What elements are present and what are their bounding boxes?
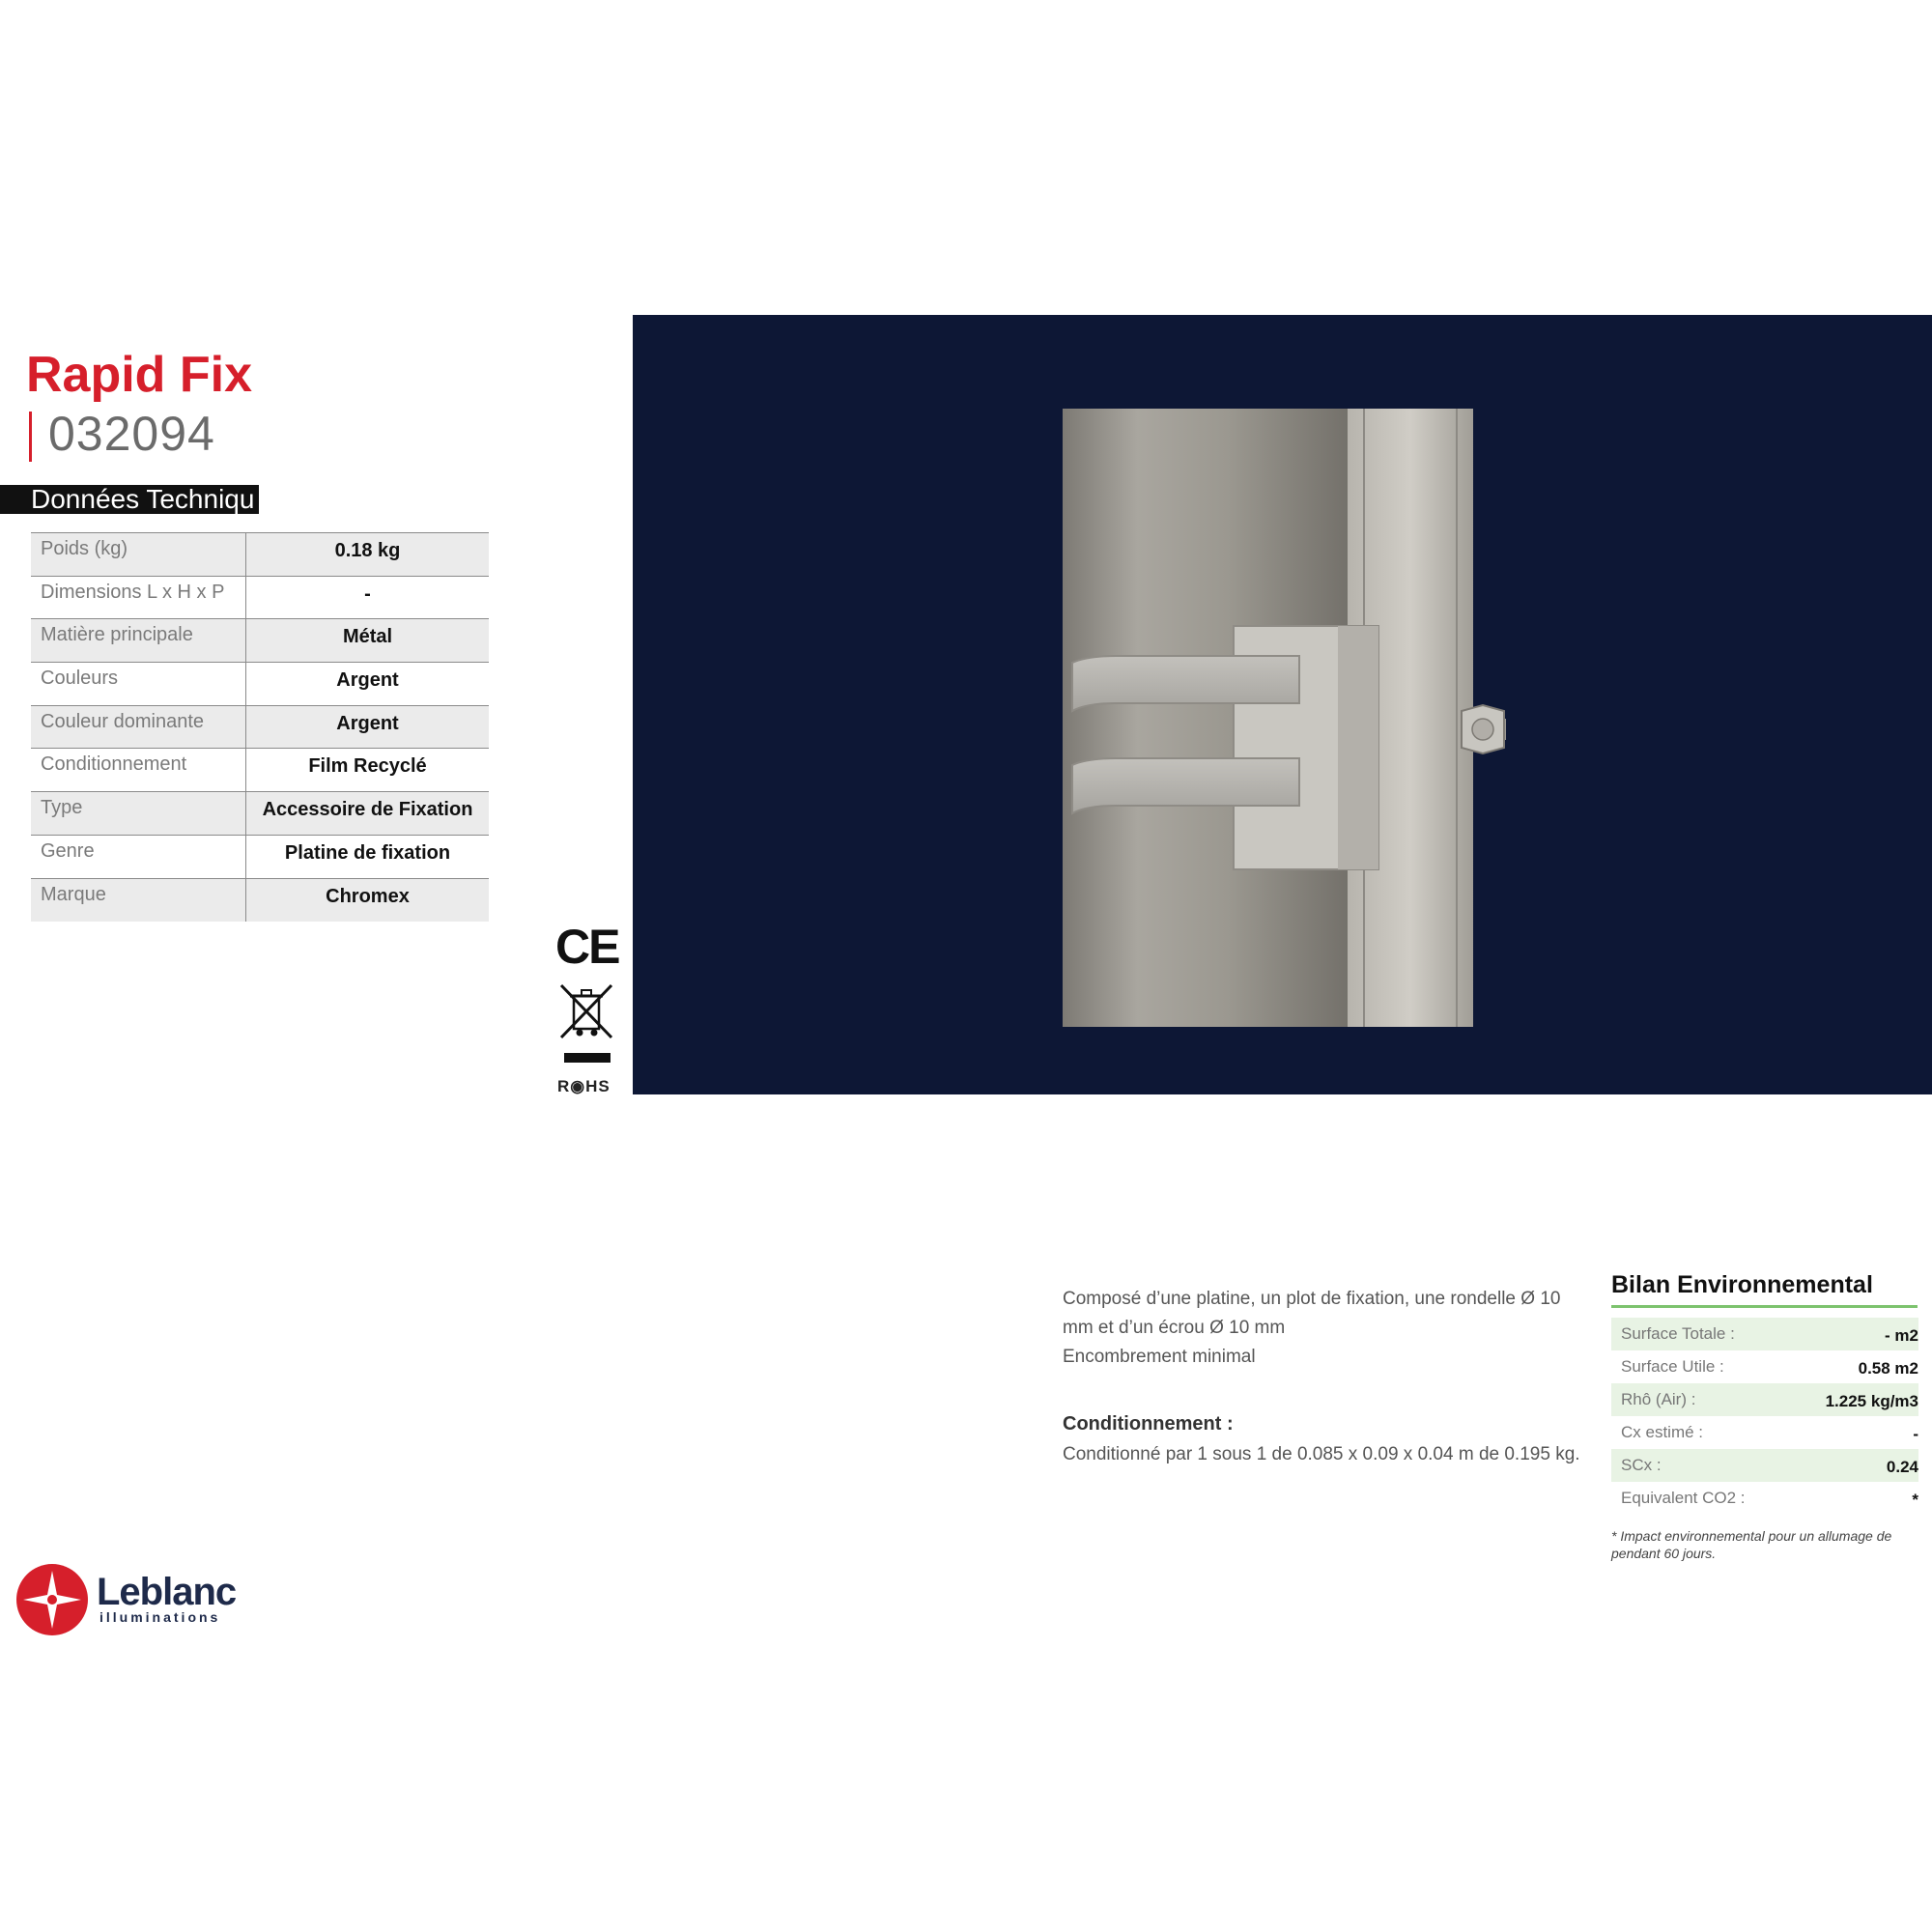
spec-value: Accessoire de Fixation (246, 792, 490, 836)
spec-label: Conditionnement (31, 749, 246, 792)
spec-label: Genre (31, 835, 246, 878)
leblanc-logo-icon (15, 1563, 89, 1636)
table-row (31, 878, 489, 922)
table-row (31, 663, 489, 706)
spec-value: Métal (246, 619, 490, 663)
spec-value: - (246, 576, 490, 619)
product-photo (633, 315, 1932, 1094)
spec-label: Couleur dominante (31, 705, 246, 749)
clamp-illustration (633, 315, 1932, 1094)
spec-value: Argent (246, 705, 490, 749)
spec-table (31, 532, 489, 922)
rohs-mark-icon: R◉HS (557, 1077, 611, 1095)
environment-row (1611, 1416, 1918, 1449)
weee-bin-icon (558, 982, 614, 1040)
spec-label: Dimensions L x H x P (31, 576, 246, 619)
environment-table (1611, 1318, 1918, 1515)
product-reference: 032094 (48, 407, 215, 461)
environment-label: Cx estimé : (1621, 1423, 1704, 1441)
environment-value: * (1912, 1491, 1918, 1509)
environment-label: Surface Utile : (1621, 1357, 1724, 1376)
spec-value: Platine de fixation (246, 835, 490, 878)
environment-footnote: * Impact environnemental pour un allumage de pendant 60 jours. (1611, 1528, 1892, 1561)
environment-row (1611, 1482, 1918, 1515)
packaging-text: Conditionné par 1 sous 1 de 0.085 x 0.09 x 0.04 m de 0.195 kg. (1063, 1444, 1580, 1464)
environment-label: SCx : (1621, 1456, 1662, 1474)
spec-value: Film Recyclé (246, 749, 490, 792)
environment-title: Bilan Environnemental (1611, 1271, 1873, 1298)
product-description (1063, 1285, 1584, 1372)
description-line: Encombrement minimal (1063, 1347, 1256, 1367)
table-row (31, 792, 489, 836)
spec-label: Matière principale (31, 619, 246, 663)
spec-label: Type (31, 792, 246, 836)
table-row (31, 576, 489, 619)
environment-value: 0.24 (1886, 1458, 1918, 1476)
spec-value: 0.18 kg (246, 533, 490, 577)
reference-divider (29, 412, 32, 462)
table-row (31, 705, 489, 749)
brand-name: Leblanc (97, 1571, 237, 1613)
packaging-title: Conditionnement : (1063, 1413, 1234, 1435)
environment-value: - (1913, 1425, 1918, 1443)
environment-value: 1.225 kg/m3 (1825, 1392, 1918, 1410)
brand-tagline: illuminations (99, 1609, 221, 1625)
spec-value: Chromex (246, 878, 490, 922)
ce-mark-icon: CE (555, 920, 619, 974)
table-row (31, 835, 489, 878)
description-line: Composé d’une platine, un plot de fixation, une rondelle Ø 10 mm et d’un écrou Ø 10 mm (1063, 1289, 1561, 1338)
table-row (31, 749, 489, 792)
environment-title-underline (1611, 1305, 1918, 1308)
section-header-bar (0, 485, 259, 514)
environment-value: - m2 (1885, 1326, 1918, 1345)
environment-label: Equivalent CO2 : (1621, 1489, 1746, 1507)
table-row (31, 533, 489, 577)
environment-label: Surface Totale : (1621, 1324, 1735, 1343)
environment-value: 0.58 m2 (1858, 1359, 1918, 1378)
environment-label: Rhô (Air) : (1621, 1390, 1696, 1408)
spec-value: Argent (246, 663, 490, 706)
spec-label: Couleurs (31, 663, 246, 706)
spec-label: Marque (31, 878, 246, 922)
environment-row (1611, 1449, 1918, 1482)
table-row (31, 619, 489, 663)
product-title: Rapid Fix (26, 347, 253, 403)
weee-underline-bar (564, 1053, 611, 1063)
environment-row (1611, 1318, 1918, 1350)
environment-row (1611, 1383, 1918, 1416)
spec-label: Poids (kg) (31, 533, 246, 577)
section-header-label: Données Techniqu (31, 485, 255, 514)
environment-row (1611, 1350, 1918, 1383)
